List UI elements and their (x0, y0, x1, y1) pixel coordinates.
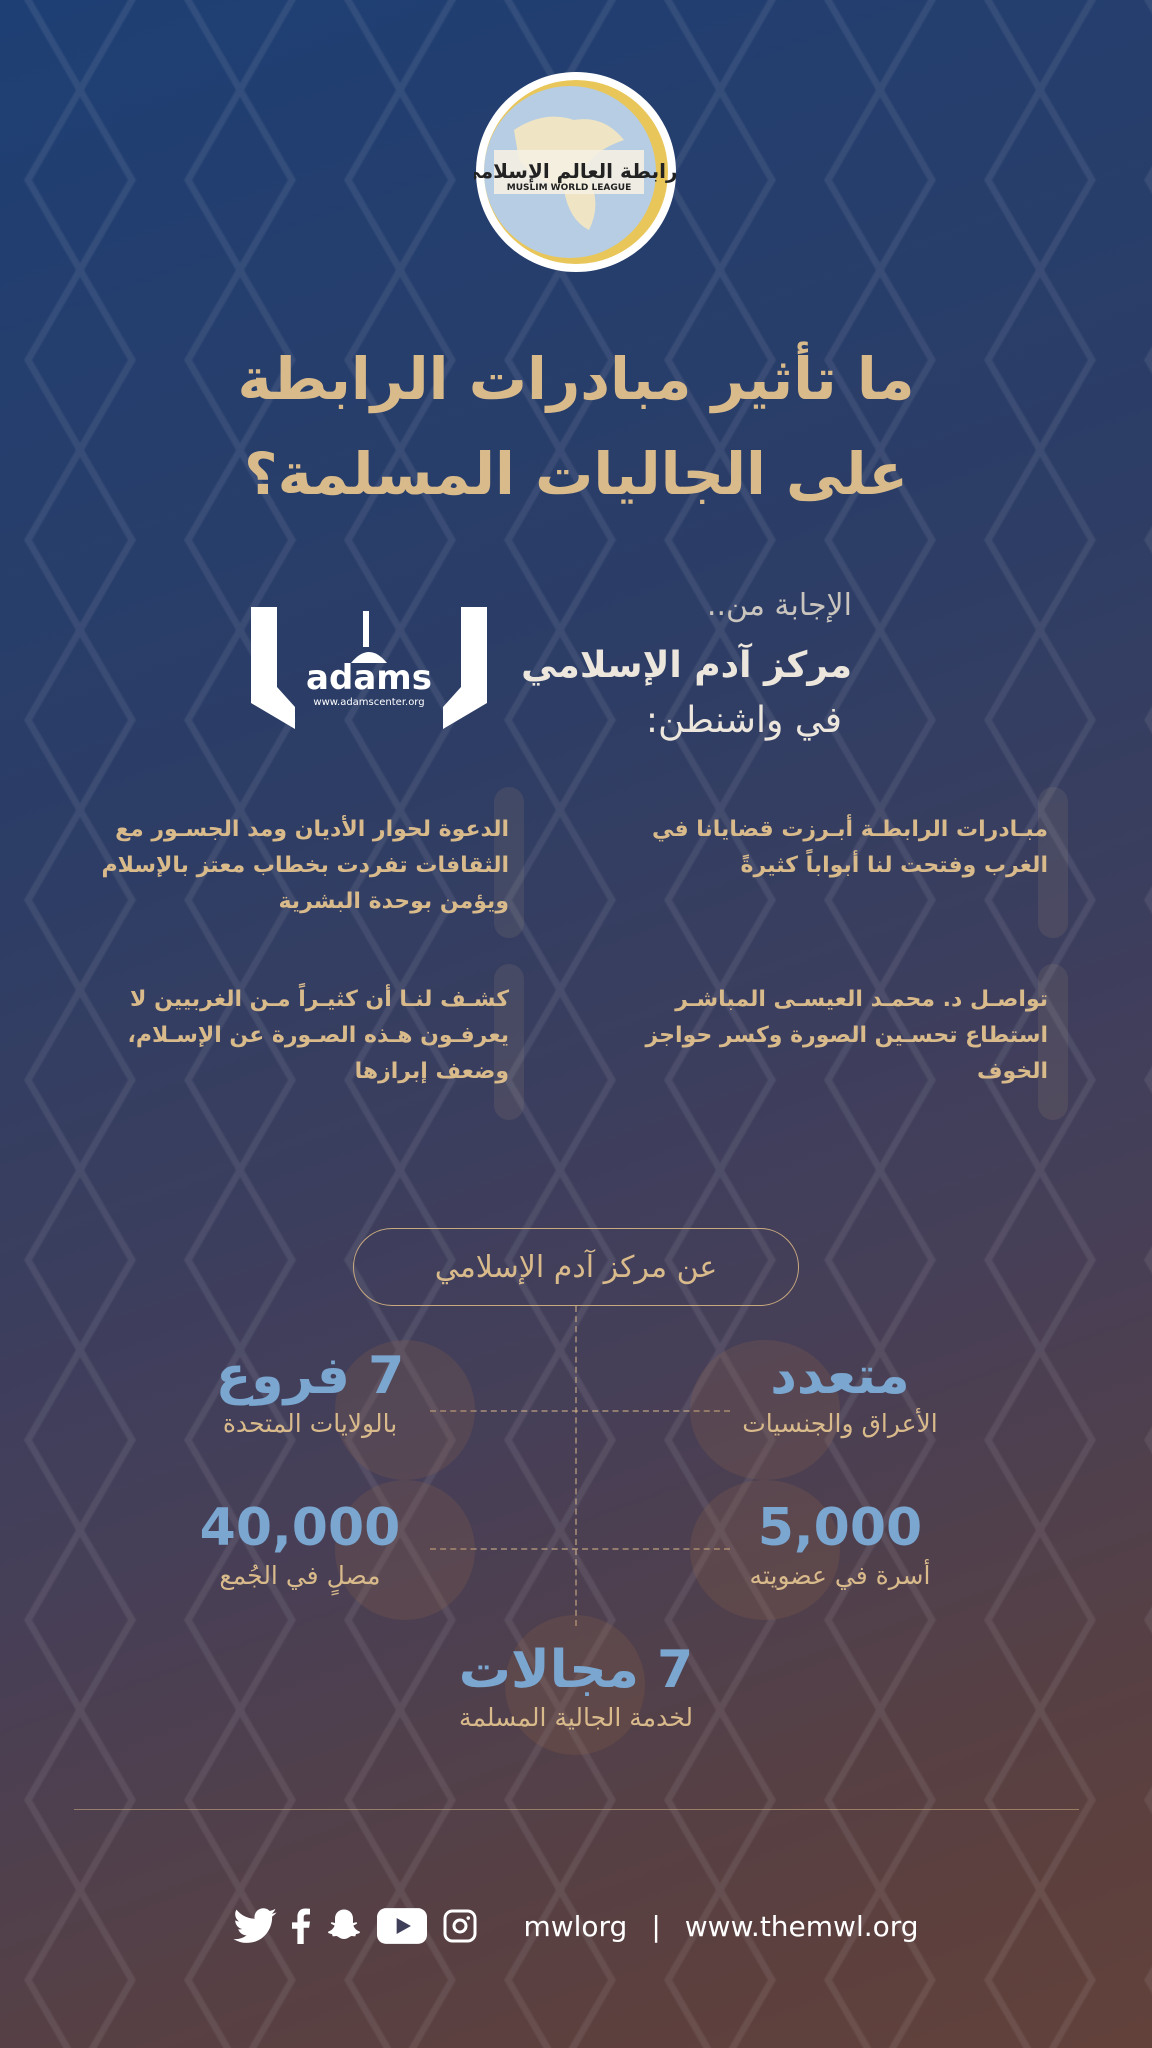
stat-worshippers: 40,000 مصلٍ في الجُمع (199, 1498, 401, 1590)
footer (0, 1908, 1152, 1944)
stat-branches: 7 فروع بالولايات المتحدة (215, 1346, 405, 1438)
divider (74, 1809, 1079, 1810)
svg-text:MUSLIM WORLD LEAGUE: MUSLIM WORLD LEAGUE (506, 183, 632, 193)
facebook-icon[interactable] (291, 1908, 311, 1944)
answer-location: في واشنطن: (645, 700, 842, 741)
quote-2: الدعوة لحوار الأديان ومد الجسـور مع الثقافات تفردت بخطاب معتز بالإسلام ويؤمن بوحدة البشرية (101, 817, 509, 914)
title-line1: ما تأثير مبادرات الرابطة (237, 345, 915, 413)
social-handle[interactable]: mwlorg (523, 1909, 628, 1943)
youtube-icon[interactable] (377, 1908, 427, 1944)
adams-logo (251, 607, 487, 729)
mwl-logo (474, 70, 678, 274)
answer-intro: الإجابة من.. (706, 588, 852, 623)
svg-text:رابطة العالم الإسلامي: رابطة العالم الإسلامي (474, 159, 678, 183)
twitter-icon[interactable] (233, 1908, 277, 1944)
instagram-icon[interactable] (441, 1908, 479, 1944)
stat-diversity: متعدد الأعراق والجنسيات (742, 1346, 938, 1438)
about-pill: عن مركز آدم الإسلامي (353, 1228, 799, 1306)
title-line2: على الجاليات المسلمة؟ (243, 440, 909, 508)
dashed-connector (575, 1306, 577, 1626)
snapchat-icon[interactable] (325, 1908, 363, 1944)
answer-org: مركز آدم الإسلامي (521, 645, 852, 686)
svg-text:adams: adams (306, 658, 432, 698)
quote-3: تواصـل د. محمـد العيسـى المباشـر استطاع تحسـين الصورة وكسر حواجز الخوف (645, 987, 1048, 1084)
website-link[interactable]: www.themwl.org (684, 1909, 919, 1943)
svg-text:www.adamscenter.org: www.adamscenter.org (313, 697, 425, 708)
stat-fields: 7 مجالات لخدمة الجالية المسلمة (458, 1640, 694, 1732)
quote-4: كشـف لنـا أن كثيـراً مـن الغربيين لا يعرفـون هـذه الصـورة عن الإسـلام، وضعف إبرازها (127, 987, 509, 1084)
stat-families: 5,000 أسرة في عضويته (749, 1498, 931, 1590)
footer-separator: | (651, 1909, 661, 1943)
quote-1: مبـادرات الرابطـة أبـرزت قضايانا في الغرب وفتحت لنا أبواباً كثيرةً (651, 817, 1048, 878)
